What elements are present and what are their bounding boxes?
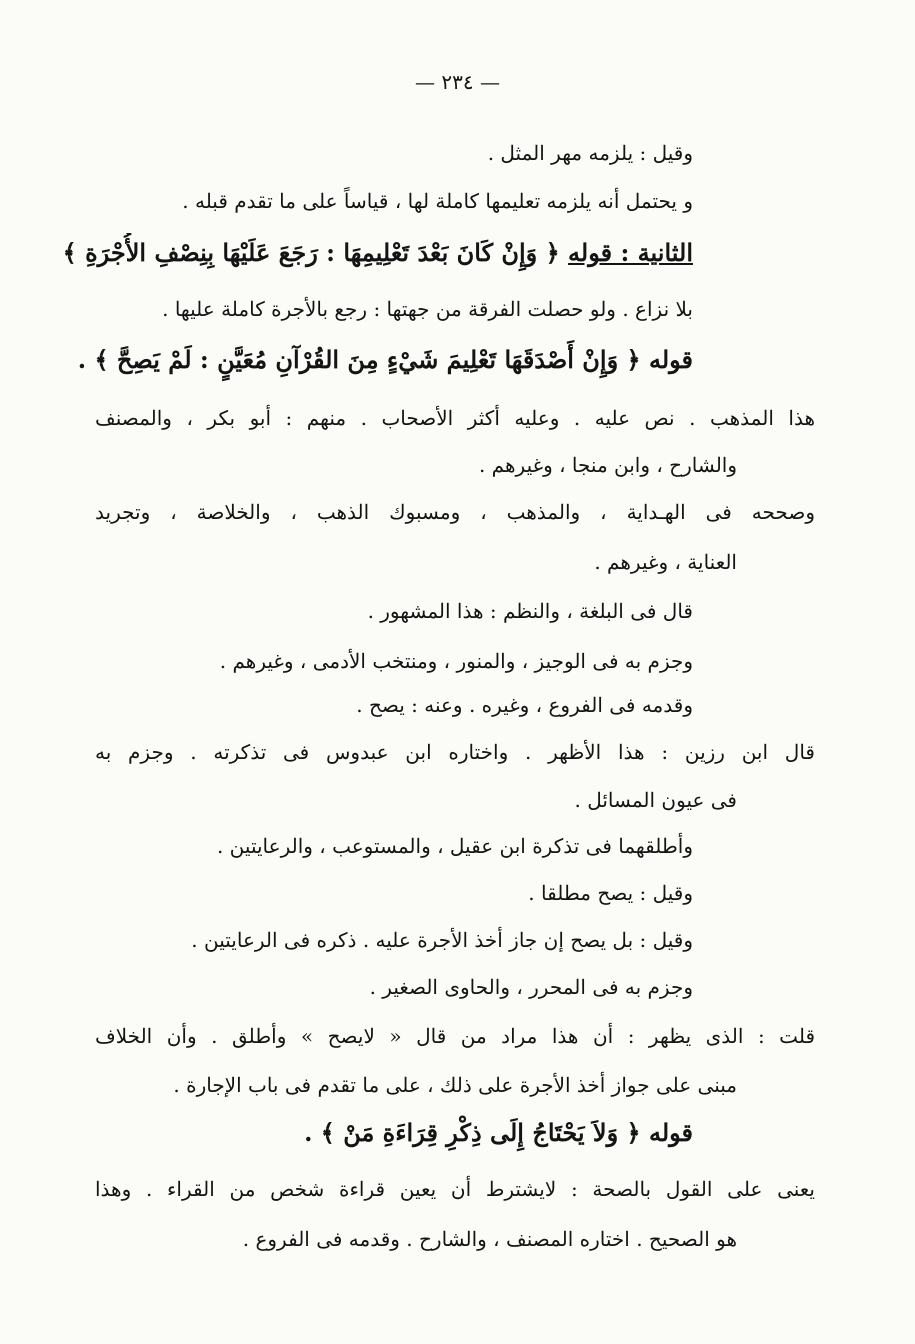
text-line-19: قلت : الذى يظهر : أن هذا مراد من قال « لايصح » وأطلق . وأن الخلاف: [95, 1024, 815, 1048]
text-line-16: وقيل : يصح مطلقا .: [528, 881, 693, 905]
text-line-17: وقيل : بل يصح إن جاز أخذ الأجرة عليه . ذكره فى الرعايتين .: [191, 928, 693, 952]
text-line-15: وأطلقهما فى تذكرة ابن عقيل ، والمستوعب ، والرعايتين .: [216, 834, 693, 858]
text-line-14: فى عيون المسائل .: [574, 788, 737, 812]
text-line-9: العناية ، وغيرهم .: [594, 550, 737, 574]
text-line-21-heading: قوله ﴿ وَلاَ يَحْتَاجُ إِلَى ذِكْرِ قِرَاءَةِ مَنْ ﴾ .: [304, 1118, 693, 1147]
text-line-20: مبنى على جواز أخذ الأجرة على ذلك ، على ما تقدم فى باب الإجارة .: [173, 1073, 737, 1097]
section-label: الثانية : قوله: [568, 238, 693, 267]
quoted-text: ﴿ وَإِنْ كَانَ بَعْدَ تَعْلِيمِهَا : رَجَعَ عَلَيْهَا بِنِصْفِ الأُجْرَةِ ﴾: [62, 238, 560, 267]
text-line-11: وجزم به فى الوجيز ، والمنور ، ومنتخب الأدمى ، وغيرهم .: [219, 649, 693, 673]
text-line-7: والشارح ، وابن منجا ، وغيرهم .: [478, 453, 737, 477]
text-line-23: هو الصحيح . اختاره المصنف ، والشارح . وقدمه فى الفروع .: [242, 1227, 737, 1251]
text-line-18: وجزم به فى المحرر ، والحاوى الصغير .: [369, 975, 693, 999]
text-line-13: قال ابن رزين : هذا الأظهر . واختاره ابن عبدوس فى تذكرته . وجزم به: [95, 740, 815, 764]
text-line-5-heading: قوله ﴿ وَإِنْ أَصْدَقَهَا تَعْلِيمَ شَيْءٍ مِنَ القُرْآنِ مُعَيَّنٍ : لَمْ يَصِحَّ ﴾ .: [77, 345, 693, 374]
text-line-1: وقيل : يلزمه مهر المثل .: [487, 141, 693, 165]
page-number: — ٢٣٤ —: [415, 70, 500, 94]
text-line-2: و يحتمل أنه يلزمه تعليمها كاملة لها ، قياساً على ما تقدم قبله .: [182, 189, 693, 213]
text-line-10: قال فى البلغة ، والنظم : هذا المشهور .: [367, 599, 693, 623]
text-line-12: وقدمه فى الفروع ، وغيره . وعنه : يصح .: [356, 693, 693, 717]
text-line-8: وصححه فى الهـداية ، والمذهب ، ومسبوك الذهب ، والخلاصة ، وتجريد: [95, 500, 815, 524]
text-line-4: بلا نزاع . ولو حصلت الفرقة من جهتها : رجع بالأجرة كاملة عليها .: [162, 297, 693, 321]
text-line-6: هذا المذهب . نص عليه . وعليه أكثر الأصحاب . منهم : أبو بكر ، والمصنف: [95, 406, 815, 430]
text-line-22: يعنى على القول بالصحة : لايشترط أن يعين قراءة شخص من القراء . وهذا: [95, 1177, 815, 1201]
text-line-3-heading: [63, 233, 693, 277]
